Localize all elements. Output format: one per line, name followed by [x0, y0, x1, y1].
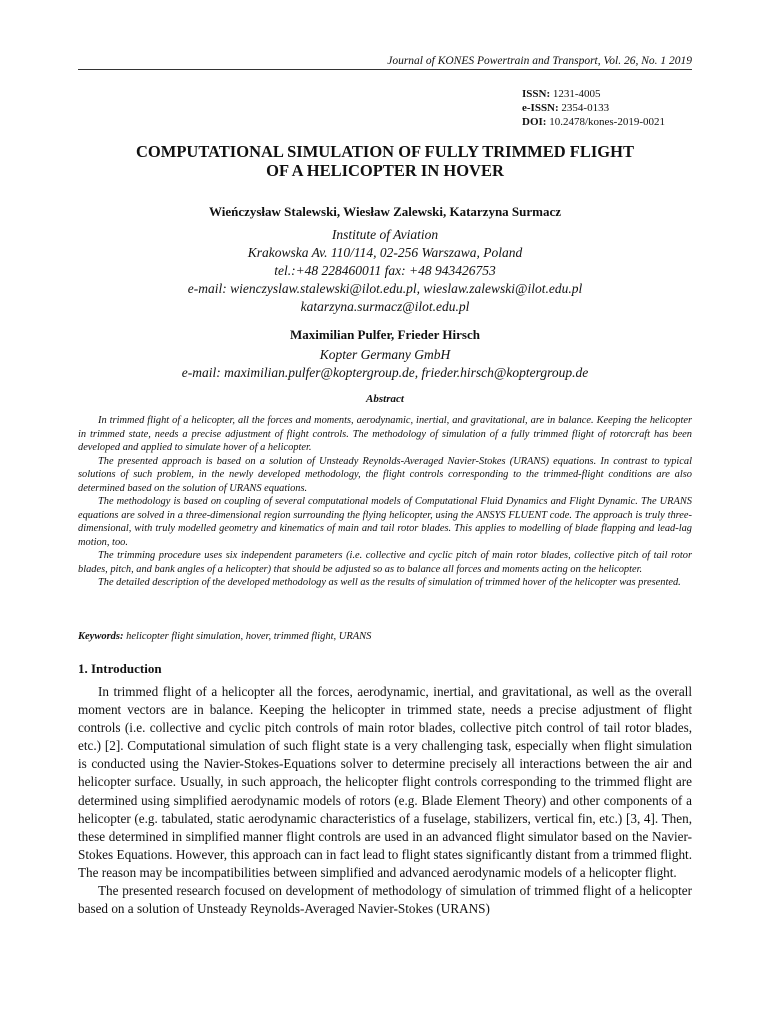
title-line-1: COMPUTATIONAL SIMULATION OF FULLY TRIMMED FLIGHT [136, 142, 634, 161]
abstract-paragraph: The methodology is based on coupling of several computational models of Computational Fluid Dynamics and Flight Dynamic. The URANS equations are solved in a three-dimensional region surrounding the flying helicopter, using the ANSYS FLUENT code. The approach is truly three-dimensional, with truly modelled geometry and kinematics of main and tail rotor blades. This applies to modelling of blade flapping and lead-lag motion, too. [78, 496, 692, 548]
body-text [78, 683, 692, 918]
eissn-line [522, 101, 702, 115]
abstract-paragraph: The detailed description of the developed methodology as well as the results of simulation of trimmed hover of the helicopter was presented. [98, 577, 681, 588]
issn-line [522, 87, 702, 101]
affiliation-group-1 [78, 226, 692, 316]
section-title: 1. Introduction [78, 661, 162, 676]
abstract-paragraph: The presented approach is based on a solution of Unsteady Reynolds-Averaged Navier-Stokes (URANS) equations. In contrast to typical solutions of such problem, in the newly developed methodology, the flight controls corresponding to the trimmed-flight conditions are also determined based on the solution of URANS equations. [78, 455, 692, 494]
abstract-paragraph: The trimming procedure uses six independent parameters (i.e. collective and cyclic pitch of main rotor blades, collective pitch of tail rotor blades, pitch, and bank angles of a helicopter) that should be adjusted so as to balance all forces and moments acting on the helicopter. [78, 550, 692, 575]
eissn-label: e-ISSN: [522, 102, 559, 114]
keywords-list: helicopter flight simulation, hover, trimmed flight, URANS [126, 631, 372, 642]
abstract-paragraph: In trimmed flight of a helicopter, all the forces and moments, aerodynamic, inertial, and gravitational, are in balance. Keeping the helicopter in trimmed state, needs a precise adjustment of flight controls. The methodology of simulation of a fully trimmed flight of rotorcraft has been developed and applied to simulate hover of a helicopter. [78, 415, 692, 453]
identifiers [522, 87, 702, 129]
abstract [78, 414, 692, 590]
issn-value: 1231-4005 [552, 88, 601, 100]
body-paragraph: In trimmed flight of a helicopter all the forces, aerodynamic, inertial, and gravitational, as well as the overall moment vectors are in balance. Keeping the helicopter in trimmed state, needs a precise adjustment of flight controls (i.e. collective and cyclic pitch controls of main rotor blades, collective pitch control of tail rotor blades, etc.) [2]. Computational simulation of such flight state is a very challenging task, especially when flight simulation is conducted using the Navier-Stokes-Equations solver to determine precisely all interactions between the air and helicopter surface. Usually, in such approach, the helicopter flight controls corresponding to the trimmed flight are determined using simplified aerodynamic models of rotors (e.g. Blade Element Theory) and other components of a helicopter (e.g. tabulated, static aerodynamic characteristics of a fuselage, stabilizers, vertical fin, etc.) [3, 4]. Then, these determined in simplified manner flight controls are used in an advanced flight simulator based on the Navier-Stokes Equations. However, this approach can in fact lead to flight states significantly distant from a trimmed flight. The reason may be incompatibilities between simplified and advanced aerodynamic models of a helicopter flight. [78, 684, 692, 880]
affil1-email: e-mail: wienczyslaw.stalewski@ilot.edu.pl, wieslaw.zalewski@ilot.edu.pl [187, 281, 583, 296]
affil1-institute: Institute of Aviation [331, 227, 439, 242]
affil1-email-2: katarzyna.surmacz@ilot.edu.pl [300, 299, 470, 314]
authors-group-1: Wieńczysław Stalewski, Wiesław Zalewski, Katarzyna Surmacz [208, 204, 562, 219]
journal-header: Journal of KONES Powertrain and Transport, Vol. 26, No. 1 2019 [78, 55, 692, 70]
doi-line [522, 115, 702, 129]
affil2-company: Kopter Germany GmbH [319, 347, 451, 362]
doi-value: 10.2478/kones-2019-0021 [549, 116, 665, 128]
abstract-heading: Abstract [366, 393, 404, 405]
body-paragraph: The presented research focused on development of methodology of simulation of trimmed flight of a helicopter based on a solution of Unsteady Reynolds-Averaged Navier-Stokes (URANS) [78, 883, 692, 917]
eissn-value: 2354-0133 [561, 102, 610, 114]
affil1-address: Krakowska Av. 110/114, 02-256 Warszawa, Poland [247, 245, 523, 260]
paper-title [78, 142, 692, 180]
authors-group-2: Maximilian Pulfer, Frieder Hirsch [290, 327, 480, 342]
affil2-email: e-mail: maximilian.pulfer@koptergroup.de, frieder.hirsch@koptergroup.de [181, 365, 589, 380]
affil1-phone: tel.:+48 228460011 fax: +48 943426753 [274, 263, 496, 278]
issn-label: ISSN: [522, 88, 551, 100]
keywords [78, 631, 692, 642]
doi-label: DOI: [522, 116, 547, 128]
keywords-label: Keywords: [78, 631, 124, 642]
affiliation-group-2 [78, 346, 692, 382]
title-line-2: OF A HELICOPTER IN HOVER [266, 161, 504, 180]
